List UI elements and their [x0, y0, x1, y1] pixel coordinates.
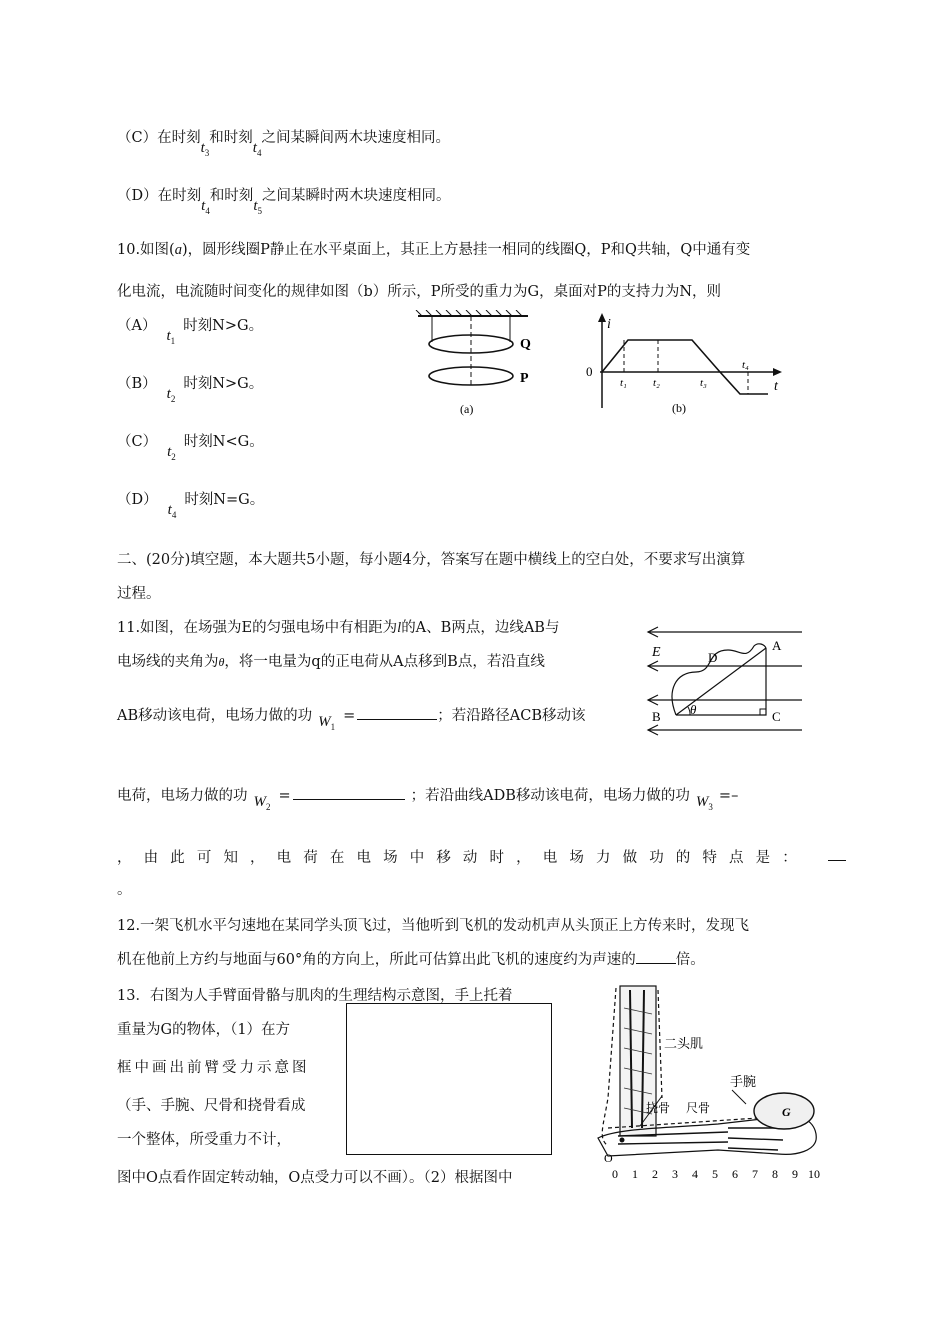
- q10-stem-line2: 化电流，电流随时间变化的规律如图（b）所示，P所受的重力为G，桌面对P的支持力为N，则: [117, 284, 722, 300]
- section2-heading-cont: 过程。: [117, 586, 161, 602]
- q13-line5: 一个整体，所受重力不计，: [117, 1132, 291, 1148]
- coil-p-label: P: [520, 371, 529, 386]
- q11-field-figure: [636, 620, 806, 738]
- scale-1: 1: [632, 1167, 638, 1181]
- scale-0: 0: [612, 1167, 618, 1181]
- q10-stem-line1: 10.如图(a)，圆形线圈P静止在水平桌面上，其正上方悬挂一相同的线圈Q，P和Q共轴，Q中通有变: [117, 242, 751, 258]
- wrist-label: 手腕: [730, 1074, 757, 1089]
- t4-symbol: $t_4$: [252, 140, 262, 158]
- t4-symbol: $t_4$: [201, 198, 210, 216]
- q10-option-a: $(A)t_1$时刻N>G。: [117, 318, 264, 346]
- q9-option-d: （D）在时刻$t_4$和时刻$t_5$之间某瞬时两木块速度相同。: [117, 188, 451, 216]
- q12-answer-blank[interactable]: [636, 963, 676, 964]
- q11-line1: 11.如图，在场强为E的匀强电场中有相距为l的A、B两点，边线AB与: [117, 620, 560, 636]
- point-a-label: A: [772, 638, 782, 653]
- q10-option-b: $(B)t_2$时刻N>G。: [117, 376, 264, 404]
- q13-arm-figure: [578, 978, 828, 1186]
- q13-line1: 13．右图为人手臂面骨骼与肌肉的生理结构示意图，手上托着: [117, 988, 513, 1004]
- q11-line3: AB移动该电荷，电场力做的功 $W_1=$ ；若沿路径ACB移动该: [117, 708, 586, 732]
- scale-5: 5: [712, 1167, 718, 1181]
- scale-6: 6: [732, 1167, 738, 1181]
- q9-option-c: （C）在时刻$t_3$和时刻$t_4$之间某瞬间两木块速度相同。: [117, 130, 450, 158]
- biceps-label: 二头肌: [664, 1036, 704, 1051]
- t5-symbol: $t_5$: [253, 198, 262, 216]
- pivot-o-label: O: [604, 1151, 613, 1165]
- q13-line2: 重量为G的物体，（1）在方: [117, 1022, 291, 1038]
- feature-answer-blank[interactable]: [828, 860, 846, 861]
- q12-line2: 机在他前上方约与地面与60°角的方向上，所此可估算出此飞机的速度约为声速的 倍。: [117, 952, 705, 968]
- ruler-scale: [612, 1167, 820, 1181]
- point-b-label: B: [652, 709, 661, 724]
- scale-3: 3: [672, 1167, 678, 1181]
- fig-a-caption: (a): [460, 402, 474, 416]
- t4-label: t₄: [742, 359, 749, 371]
- w2-answer-blank[interactable]: [293, 799, 405, 800]
- theta-label: θ: [690, 702, 697, 717]
- q13-line3: 框中画出前臂受力示意图: [117, 1060, 310, 1076]
- q11-line5: ， 由 此 可 知 ， 电 荷 在 电 场 中 移 动 时 ， 电 场 力 做 功 的 特 点 是 ：: [117, 850, 797, 866]
- scale-10: 10: [808, 1167, 820, 1181]
- scale-8: 8: [772, 1167, 778, 1181]
- fig-b-caption: (b): [672, 401, 686, 415]
- q11-line6: 。: [117, 882, 132, 898]
- w1-answer-blank[interactable]: [357, 719, 437, 720]
- scale-7: 7: [752, 1167, 758, 1181]
- ulna-label: 尺骨: [686, 1101, 711, 1115]
- point-d-label: D: [708, 650, 718, 665]
- q10-figure-b: [580, 310, 785, 420]
- q10-option-d: $(D)t_4$时刻N=G。: [117, 492, 265, 520]
- axis-t-label: t: [774, 379, 778, 394]
- q13-line4: （手、手腕、尺骨和挠骨看成: [117, 1098, 306, 1114]
- origin-label: 0: [586, 364, 593, 379]
- radius-label: 挠骨: [646, 1101, 671, 1115]
- t1-label: t₁: [620, 377, 627, 389]
- q12-line1: 12.一架飞机水平匀速地在某同学头顶飞过，当他听到飞机的发动机声从头顶正上方传来时，发现飞: [117, 918, 750, 934]
- q11-line4: 电荷，电场力做的功 $W_2=$ ；若沿曲线ADB移动该电荷，电场力做的功 $W_3=-$: [117, 788, 739, 812]
- q13-line6: 图中O点看作固定转动轴，O点受力可以不画）。（2）根据图中: [117, 1170, 513, 1186]
- coil-q-label: Q: [520, 337, 531, 352]
- scale-4: 4: [692, 1167, 698, 1181]
- object-g-label: G: [782, 1105, 791, 1119]
- point-c-label: C: [772, 709, 781, 724]
- t3-symbol: $t_3$: [200, 140, 210, 158]
- q10-figure-a: [410, 310, 555, 420]
- t3-label: t₃: [700, 377, 707, 389]
- force-diagram-box[interactable]: [346, 1003, 552, 1155]
- scale-2: 2: [652, 1167, 658, 1181]
- axis-i-label: i: [607, 317, 611, 332]
- field-e-label: E: [652, 645, 661, 660]
- t2-label: t₂: [653, 377, 660, 389]
- q10-option-c: $(C)t_2$时刻N<G。: [117, 434, 264, 462]
- scale-9: 9: [792, 1167, 798, 1181]
- section2-heading: 二、(20分)填空题，本大题共5小题，每小题4分，答案写在题中横线上的空白处，不要求写出演算: [117, 552, 746, 568]
- q11-line2: 电场线的夹角为θ，将一电量为q的正电荷从A点移到B点，若沿直线: [117, 654, 545, 670]
